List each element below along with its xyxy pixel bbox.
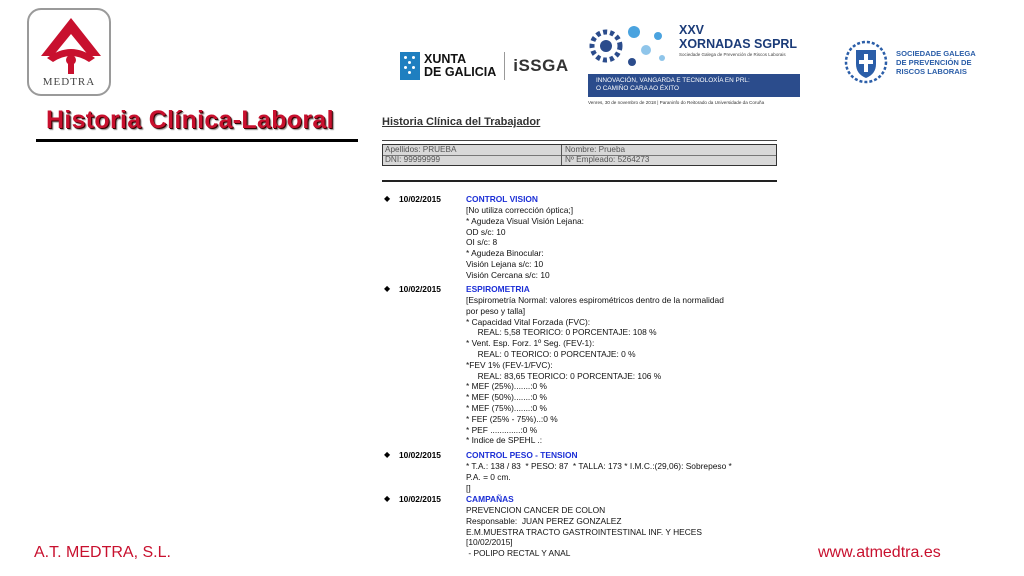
diamond-bullet-icon: ◆	[384, 284, 391, 293]
patient-id-box	[382, 144, 777, 166]
entry-body	[466, 494, 702, 559]
entry-line: REAL: 5,58 TEORICO: 0 PORCENTAJE: 108 %	[466, 327, 657, 338]
id-col-divider	[561, 145, 562, 165]
entry-line: Visión Lejana s/c: 10	[466, 258, 544, 269]
entry-line: * Vent. Esp. Forz. 1º Seg. (FEV-1):	[466, 338, 595, 349]
entry-line: por peso y talla]	[466, 305, 526, 316]
entry-line: [Espirometría Normal: valores espirométricos dentro de la normalidad	[466, 295, 724, 305]
xunta-flag-icon	[400, 52, 420, 80]
entry-heading: ESPIROMETRIA	[466, 284, 530, 294]
medtra-logo	[27, 8, 111, 96]
xornadas-banner	[584, 18, 814, 110]
xunta-issga-logos	[400, 50, 569, 82]
entry-line: * MEF (25%).......:0 %	[466, 381, 547, 392]
shield-cross-icon	[844, 40, 888, 84]
gears-icon	[584, 18, 674, 74]
company-name: A.T. MEDTRA, S.L.	[34, 544, 171, 561]
apellidos-field: Apellidos: PRUEBA	[385, 145, 457, 154]
xornadas-motto-bar	[588, 74, 800, 97]
entry-body	[466, 450, 732, 493]
motto-line1: INNOVACIÓN, VANGARDA E TECNOLOXÍA EN PRL:	[596, 77, 750, 84]
entry-line: [10/02/2015]	[466, 537, 513, 548]
medtra-wordmark: MEDTRA	[42, 76, 96, 88]
entries-rule	[382, 180, 777, 182]
entry-line: P.A. = 0 cm.	[466, 471, 511, 482]
diamond-bullet-icon: ◆	[384, 194, 391, 203]
sgprl-line2: DE PREVENCIÓN DE	[896, 57, 972, 67]
clinical-record-document	[382, 116, 782, 566]
entry-heading: CAMPAÑAS	[466, 494, 514, 504]
entry-heading: CONTROL VISION	[466, 194, 538, 204]
entry-line: * Capacidad Vital Forzada (FVC):	[466, 316, 591, 327]
entry-line: * FEF (25% - 75%)..:0 %	[466, 413, 558, 424]
entry-line: OI s/c: 8	[466, 237, 498, 248]
entry-line: E.M.MUESTRA TRACTO GASTROINTESTINAL INF. Y HECES	[466, 526, 702, 537]
entry-date: 10/02/2015	[399, 494, 441, 504]
xornadas-name: XORNADAS SGPRL	[679, 37, 798, 51]
xornadas-date: Venres, 30 de novembro de 2018 | Paraninfo do Reitorado da Universidade da Coruña	[588, 100, 765, 105]
entry-line: * Agudeza Binocular:	[466, 248, 544, 259]
entry-line: - POLIPO RECTAL Y ANAL	[466, 548, 571, 559]
entry-line: []	[466, 482, 471, 493]
xornadas-edition: XXV	[679, 23, 705, 37]
entry-date: 10/02/2015	[399, 450, 441, 460]
entry-date: 10/02/2015	[399, 194, 441, 204]
diamond-bullet-icon: ◆	[384, 450, 391, 459]
entry-line: * Indice de SPEHL .:	[466, 435, 543, 446]
empleado-field: Nº Empleado: 5264273	[565, 155, 650, 164]
entry-line: *FEV 1% (FEV-1/FVC):	[466, 359, 553, 370]
entry-heading: CONTROL PESO - TENSION	[466, 450, 578, 460]
logo-divider	[504, 52, 505, 80]
sgprl-line1: SOCIEDADE GALEGA	[896, 48, 976, 58]
nombre-field: Nombre: Prueba	[565, 145, 626, 154]
xunta-line2: DE GALICIA	[424, 65, 497, 79]
entry-line: PREVENCION CANCER DE COLON	[466, 505, 606, 515]
entry-line: REAL: 0 TEORICO: 0 PORCENTAJE: 0 %	[466, 348, 636, 359]
heading-rule	[382, 140, 777, 141]
xornadas-subtitle: Sociedade Galega de Prevención de Riscos Laborais	[679, 52, 786, 57]
entry-line: * MEF (75%).......:0 %	[466, 402, 547, 413]
xunta-wordmark	[424, 53, 496, 79]
entry-line: [No utiliza corrección óptica;]	[466, 205, 574, 215]
entry-line: * MEF (50%).......:0 %	[466, 392, 547, 403]
xunta-line1: XUNTA	[424, 52, 467, 66]
sgprl-line3: RISCOS LABORAIS	[896, 66, 967, 76]
entry-date: 10/02/2015	[399, 284, 441, 294]
entry-body	[466, 194, 584, 281]
title-underline	[36, 139, 358, 142]
sgprl-wordmark	[896, 49, 976, 76]
issga-wordmark: iSSGA	[513, 56, 569, 75]
record-heading: Historia Clínica del Trabajador	[382, 116, 541, 128]
entry-line: REAL: 83,65 TEORICO: 0 PORCENTAJE: 106 %	[466, 370, 662, 381]
motto-line2: O CAMIÑO CARA AO ÉXITO	[596, 85, 679, 92]
dni-field: DNI: 99999999	[385, 155, 441, 164]
entry-line: * T.A.: 138 / 83 * PESO: 87 * TALLA: 173 * I.M.C.:(29,06): Sobrepeso *	[466, 461, 732, 471]
website-link[interactable]: www.atmedtra.es	[818, 544, 941, 561]
diamond-bullet-icon: ◆	[384, 494, 391, 503]
entry-line: * Agudeza Visual Visión Lejana:	[466, 215, 584, 226]
entry-line: Visión Cercana s/c: 10	[466, 269, 550, 280]
entry-line: OD s/c: 10	[466, 226, 506, 237]
entry-body	[466, 284, 724, 446]
entry-line: * PEF .............:0 %	[466, 424, 538, 435]
page-title: Historia Clínica-Laboral	[46, 106, 334, 134]
sgprl-logo	[844, 40, 976, 84]
entry-line: Responsable: JUAN PEREZ GONZALEZ	[466, 515, 622, 526]
